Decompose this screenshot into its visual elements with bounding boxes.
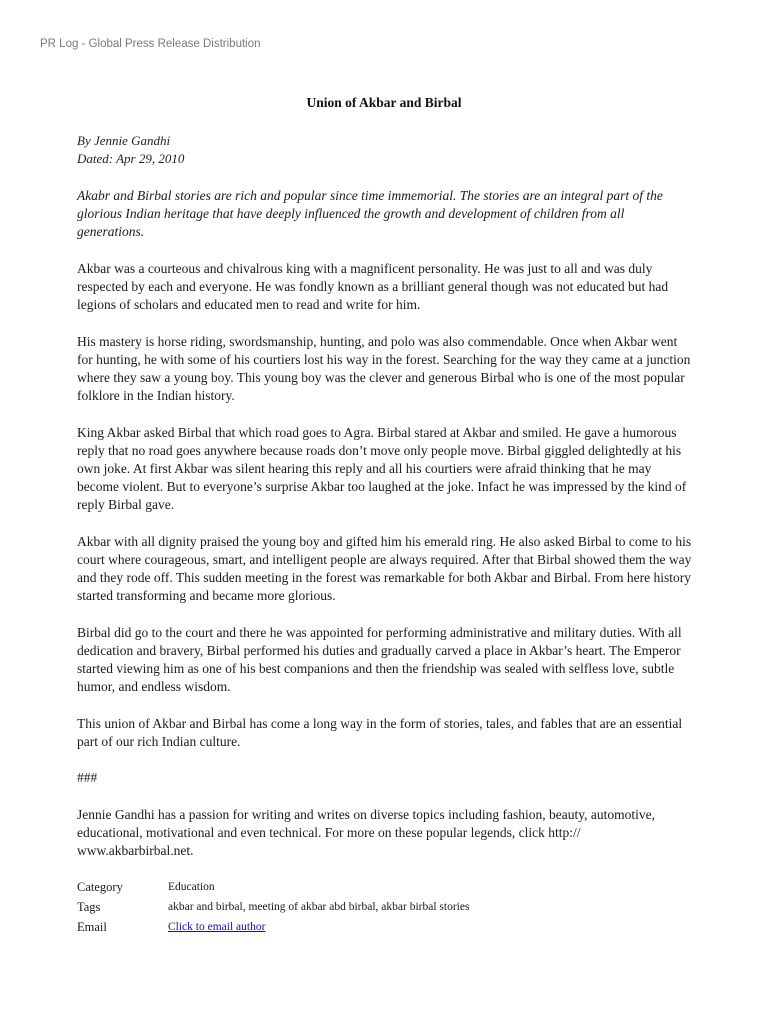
category-value: Education	[168, 881, 215, 893]
body-paragraph: Akbar with all dignity praised the young boy and gifted him his emerald ring. He also asked Birbal to come to his court where courageous, smart, and intelligent people are always required. After that Birbal showed them the way and they rode off. This sudden meeting in the forest was remarkable for both Akbar and Birbal. From here history started transforming and became more glorious.	[77, 533, 692, 604]
article-title: Union of Akbar and Birbal	[306, 95, 462, 110]
category-label: Category	[77, 880, 123, 894]
body-paragraph: His mastery is horse riding, swordsmanship, hunting, and polo was also commendable. Once when Akbar went for hunting, he with some of his courtiers lost his way in the forest. Searching for the way they came at a junction where they saw a young boy. This young boy was the clever and generous Birbal who is one of the most popular folklore in the Indian history.	[77, 333, 691, 404]
email-row	[77, 920, 469, 940]
article-body	[77, 187, 693, 879]
tags-value: akbar and birbal, meeting of akbar abd birbal, akbar birbal stories	[168, 901, 470, 913]
email-author-link[interactable]: Click to email author	[168, 921, 266, 933]
release-info-table	[77, 880, 469, 940]
body-paragraph: Akbar was a courteous and chivalrous king with a magnificent personality. He was just to all and was duly respected by each and everyone. He was fondly known as a brilliant general though was not educated but had legions of scholars and educated men to read and write for him.	[77, 260, 669, 313]
article-meta	[77, 132, 184, 168]
email-label: Email	[77, 920, 107, 934]
site-header: PR Log - Global Press Release Distribution	[40, 38, 261, 50]
tags-row	[77, 900, 469, 920]
dateline: Dated: Apr 29, 2010	[77, 151, 185, 166]
about-author: Jennie Gandhi has a passion for writing and writes on diverse topics including fashion, beauty, automotive, educational, motivational and even technical. For more on these popular legends, click http:// www.akbarbirbal.net.	[77, 806, 656, 859]
body-paragraph: This union of Akbar and Birbal has come a long way in the form of stories, tales, and fables that are an essential part of our rich Indian culture.	[77, 715, 683, 749]
tags-label: Tags	[77, 900, 101, 914]
category-row	[77, 880, 469, 900]
body-paragraph: Birbal did go to the court and there he was appointed for performing administrative and military duties. With all dedication and bravery, Birbal performed his duties and gradually carved a place in Akbar’s heart. The Emperor started viewing him as one of his best companions and then the friendship was sealed with selfless love, subtle humor, and endless wisdom.	[77, 624, 682, 695]
byline: By Jennie Gandhi	[77, 133, 171, 148]
intro-paragraph: Akabr and Birbal stories are rich and popular since time immemorial. The stories are an integral part of the glorious Indian heritage that have deeply influenced the growth and development of children from all generations.	[77, 188, 663, 240]
section-separator: ###	[77, 770, 98, 786]
body-paragraph: King Akbar asked Birbal that which road goes to Agra. Birbal stared at Akbar and smiled. He gave a humorous reply that no road goes anywhere because roads don’t move only people move. Birbal giggled delightedly at his own joke. At first Akbar was silent hearing this reply and all his courtiers were afraid thinking that he may become violent. But to everyone’s surprise Akbar too laughed at the joke. Infact he was impressed by the kind of reply Birbal gave.	[77, 424, 687, 513]
